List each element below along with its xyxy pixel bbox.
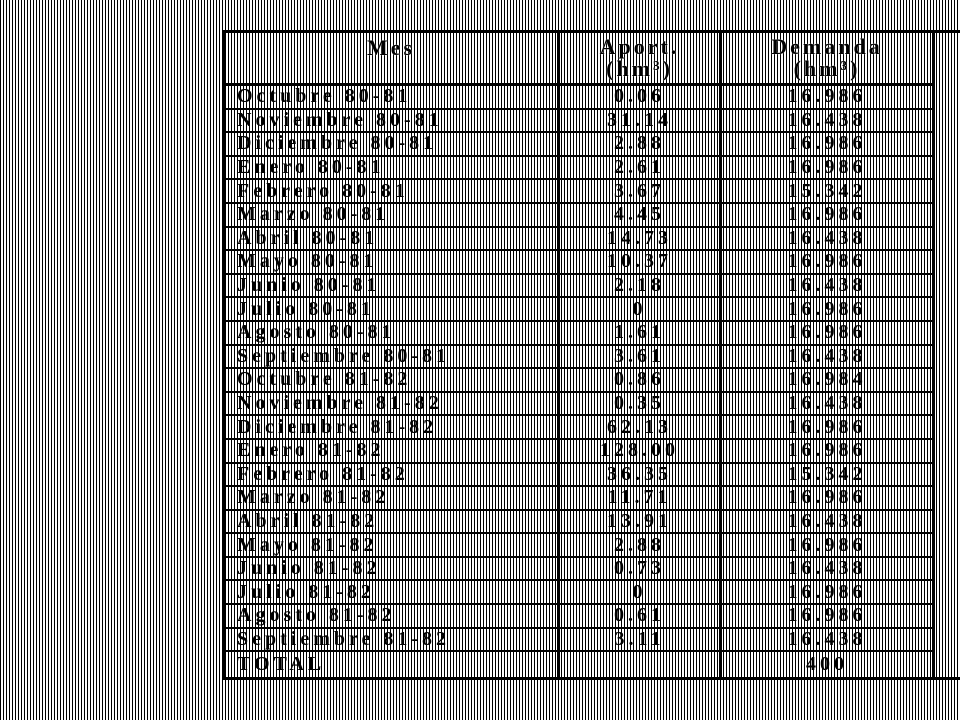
aport-cell: 31.14 bbox=[607, 109, 672, 131]
demand-cell: 16.438 bbox=[787, 392, 867, 415]
table-row bbox=[225, 346, 933, 370]
table-row bbox=[225, 228, 933, 252]
aport-cell: 11.71 bbox=[607, 487, 672, 509]
table-row bbox=[225, 487, 933, 511]
aport-cell: 0.06 bbox=[614, 86, 665, 108]
header-aport-label: Aport. bbox=[599, 34, 680, 59]
total-row bbox=[225, 652, 933, 676]
demand-cell: 16.438 bbox=[787, 274, 867, 297]
aport-cell: 1.61 bbox=[614, 321, 665, 344]
aport-cell: 2.88 bbox=[614, 534, 665, 556]
aport-cell: 14.73 bbox=[607, 227, 672, 249]
table-row bbox=[225, 157, 933, 181]
demand-cell: 16.986 bbox=[787, 321, 867, 344]
demand-cell: 400 bbox=[806, 652, 848, 675]
month-cell: Diciembre 80-81 bbox=[237, 133, 438, 155]
month-cell: Octubre 80-81 bbox=[237, 86, 412, 108]
demand-cell: 16.986 bbox=[787, 133, 867, 155]
aport-cell bbox=[560, 652, 719, 676]
table-row bbox=[225, 629, 933, 653]
month-cell: Febrero 81-82 bbox=[237, 463, 409, 485]
aport-cell: 36.35 bbox=[607, 463, 672, 485]
month-cell: Febrero 80-81 bbox=[237, 180, 409, 202]
aport-cell: 62.13 bbox=[607, 416, 672, 438]
month-cell: Noviembre 81-82 bbox=[237, 392, 443, 415]
month-cell: Julio 81-82 bbox=[237, 581, 375, 603]
month-cell: Noviembre 80-81 bbox=[237, 109, 443, 131]
demand-cell: 16.986 bbox=[787, 86, 867, 108]
demand-cell: 16.438 bbox=[787, 557, 867, 580]
demand-cell: 16.438 bbox=[787, 510, 867, 532]
month-cell: Diciembre 81-82 bbox=[237, 416, 438, 438]
demand-cell: 15.342 bbox=[787, 463, 867, 485]
table-row bbox=[225, 322, 933, 346]
aport-cell: 0.73 bbox=[614, 557, 665, 580]
demand-cell: 16.986 bbox=[787, 203, 867, 226]
table-row bbox=[225, 180, 933, 204]
aport-cell: 4.45 bbox=[614, 203, 665, 226]
month-cell: Septiembre 80-81 bbox=[237, 345, 451, 367]
table-row bbox=[225, 581, 933, 605]
demand-cell: 16.986 bbox=[787, 298, 867, 320]
demand-cell: 16.986 bbox=[787, 581, 867, 603]
table-row bbox=[225, 251, 933, 275]
demand-cell: 15.342 bbox=[787, 180, 867, 202]
demand-cell: 16.984 bbox=[787, 369, 867, 391]
demand-cell: 16.438 bbox=[787, 628, 867, 650]
header-aport-unit: (hm³) bbox=[606, 56, 673, 81]
header-mes-label: Mes bbox=[366, 35, 416, 60]
month-cell: Mayo 81-82 bbox=[237, 534, 378, 556]
header-demanda bbox=[722, 33, 932, 83]
month-cell: Enero 81-82 bbox=[237, 439, 385, 462]
aport-cell: 3.61 bbox=[614, 345, 665, 367]
header-aport bbox=[560, 33, 719, 83]
demand-cell: 16.986 bbox=[787, 605, 867, 627]
aport-cell: 0.61 bbox=[614, 605, 665, 627]
month-cell: Agosto 80-81 bbox=[237, 321, 396, 344]
aport-cell: 2.88 bbox=[614, 133, 665, 155]
aport-cell: 0.35 bbox=[614, 392, 665, 415]
demand-cell: 16.986 bbox=[787, 416, 867, 438]
month-cell: Abril 81-82 bbox=[237, 510, 379, 532]
aport-cell: 10.37 bbox=[607, 251, 672, 273]
month-cell: Abril 80-81 bbox=[237, 227, 379, 249]
demand-cell: 16.986 bbox=[787, 534, 867, 556]
table-header bbox=[225, 33, 933, 86]
table-row bbox=[225, 534, 933, 558]
demand-cell: 16.438 bbox=[787, 109, 867, 131]
aport-cell: 0.86 bbox=[614, 369, 665, 391]
header-demanda-unit: (hm³) bbox=[793, 56, 861, 81]
header-mes bbox=[225, 33, 557, 83]
aport-cell: 3.11 bbox=[614, 628, 665, 650]
aport-cell: 0 bbox=[632, 581, 647, 603]
month-cell: Enero 80-81 bbox=[237, 156, 385, 179]
table-row bbox=[225, 86, 933, 110]
aport-cell: 2.61 bbox=[614, 156, 665, 179]
aport-cell: 3.67 bbox=[614, 180, 665, 202]
table-row bbox=[225, 275, 933, 299]
month-cell: Marzo 81-82 bbox=[237, 487, 390, 509]
table-row bbox=[225, 133, 933, 157]
table-row bbox=[225, 369, 933, 393]
month-cell: Junio 81-82 bbox=[237, 557, 381, 580]
month-cell: Septiembre 81-82 bbox=[237, 628, 451, 650]
aport-cell: 0 bbox=[632, 298, 647, 320]
table-row bbox=[225, 393, 933, 417]
month-cell: Marzo 80-81 bbox=[237, 203, 390, 226]
demand-cell: 16.986 bbox=[787, 156, 867, 179]
demand-cell: 16.986 bbox=[787, 439, 867, 462]
table-row bbox=[225, 110, 933, 134]
demand-table bbox=[222, 30, 960, 680]
aport-cell: 2.18 bbox=[614, 274, 665, 297]
table-row bbox=[225, 464, 933, 488]
table-row bbox=[225, 605, 933, 629]
demand-cell: 16.438 bbox=[787, 227, 867, 249]
header-demanda-label: Demanda bbox=[771, 34, 883, 59]
table-row bbox=[225, 298, 933, 322]
table-row bbox=[225, 204, 933, 228]
month-cell: TOTAL bbox=[237, 652, 326, 675]
table-row bbox=[225, 416, 933, 440]
month-cell: Mayo 80-81 bbox=[237, 251, 378, 273]
demand-cell: 16.438 bbox=[787, 345, 867, 367]
table-row bbox=[225, 558, 933, 582]
table-body bbox=[225, 86, 933, 676]
month-cell: Junio 80-81 bbox=[237, 274, 381, 297]
aport-cell: 13.91 bbox=[607, 510, 672, 532]
demand-cell: 16.986 bbox=[787, 487, 867, 509]
month-cell: Agosto 81-82 bbox=[237, 605, 396, 627]
table-row bbox=[225, 511, 933, 535]
table-row bbox=[225, 440, 933, 464]
aport-cell: 128.00 bbox=[600, 439, 679, 462]
demand-cell: 16.986 bbox=[787, 251, 867, 273]
month-cell: Octubre 81-82 bbox=[237, 369, 412, 391]
month-cell: Julio 80-81 bbox=[237, 298, 375, 320]
